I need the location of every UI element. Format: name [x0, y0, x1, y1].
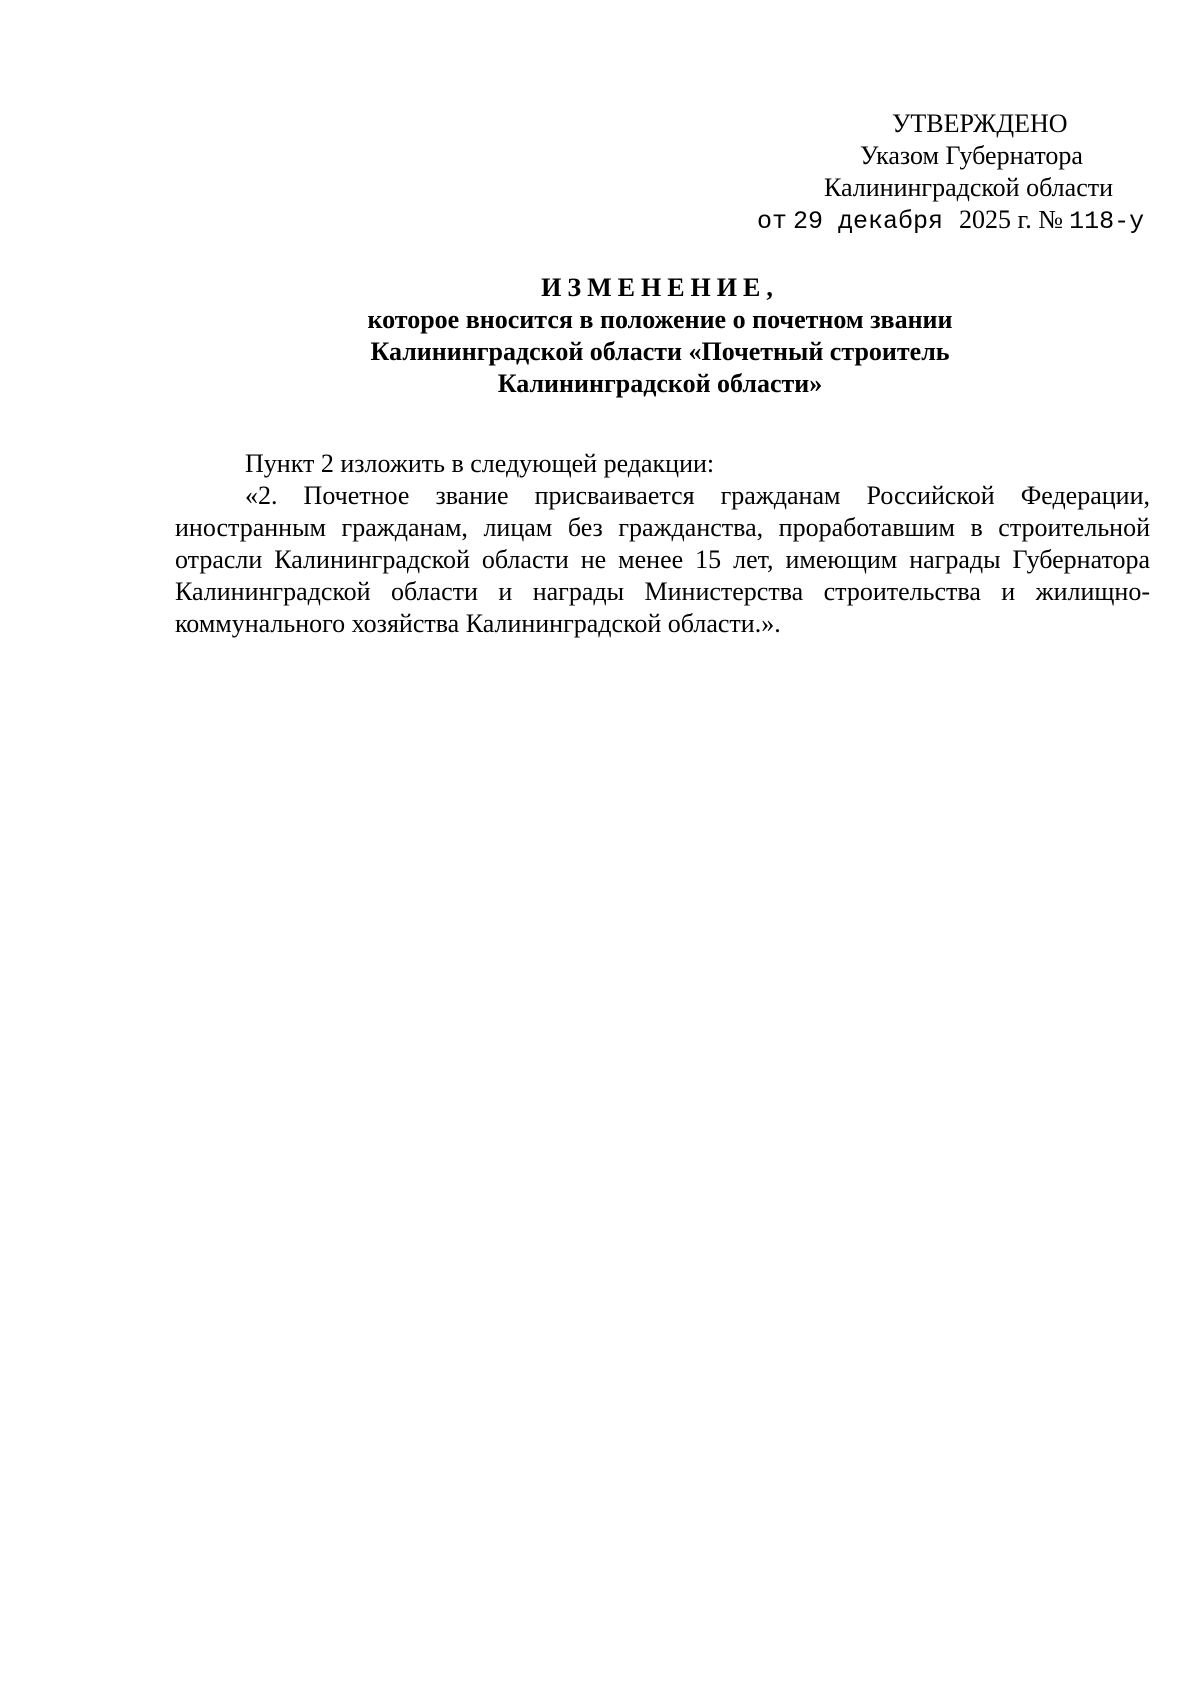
approval-region: Калининградской области [824, 173, 1114, 202]
title-line-1: которое вносится в положение о почетном звании [367, 305, 953, 334]
date-day-month: 29 декабря [793, 207, 944, 236]
date-prefix: от [757, 207, 788, 236]
date-year: 2025 г. № [959, 205, 1064, 234]
body-paragraph: «2. Почетное звание присваивается гражданам Российской Федерации, иностранным гражданам, лицам без гражданства, проработавшим в строительной отрасли Калининградской области не менее 15 лет, имеющим награды Губернатора Калининградской области и награды Министерства строительства и жилищно-коммунального хозяйства Калининградской области.». [175, 481, 1150, 638]
decree-number: 118-у [1069, 207, 1145, 236]
title-heading: ИЗМЕНЕНИЕ, [541, 273, 779, 302]
approval-by: Указом Губернатора [860, 141, 1083, 170]
approval-stamp [757, 108, 1180, 238]
body-intro: Пункт 2 изложить в следующей редакции: [245, 449, 715, 478]
approval-date-line [757, 204, 1180, 238]
approval-status: УТВЕРЖДЕНО [892, 109, 1068, 138]
title-line-3: Калининградской области» [497, 369, 823, 398]
title-line-2: Калининградской области «Почетный строитель [370, 337, 950, 366]
document-body [175, 448, 1150, 640]
document-title [150, 272, 1170, 400]
